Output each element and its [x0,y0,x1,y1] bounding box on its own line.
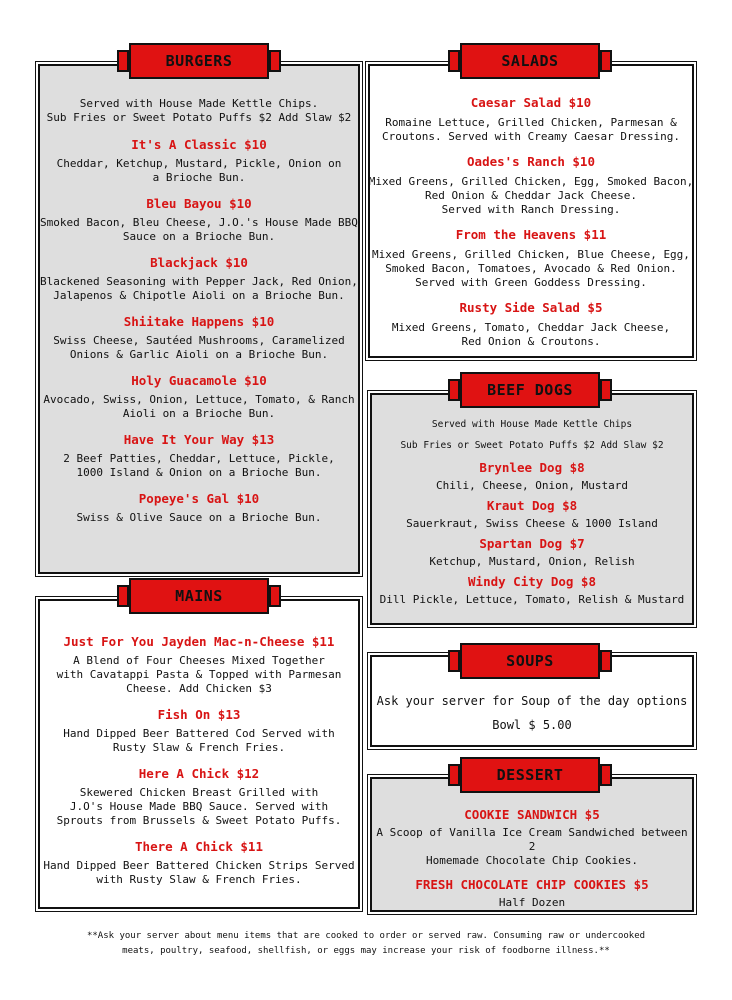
item-description: Ketchup, Mustard, Onion, Relish [429,555,635,568]
item-name: Kraut Dog $8 [486,498,578,513]
dessert-content [370,807,694,919]
item-description: Smoked Bacon, Bleu Cheese, J.O.'s House Made BBQ Sauce on a Brioche Bun. [40,216,358,243]
item-name: From the Heavens $11 [455,227,607,242]
item-name: Oades's Ranch $10 [467,154,595,169]
item-name: Have It Your Way $13 [123,432,275,447]
item-name: FRESH CHOCOLATE CHIP COOKIES $5 [415,877,649,892]
item-name: There A Chick $11 [135,839,263,854]
item-name: COOKIE SANDWICH $5 [464,807,600,822]
mains-content [38,634,360,898]
item-description: Mixed Greens, Grilled Chicken, Egg, Smoked Bacon, Red Onion & Cheddar Jack Cheese. Served with Ranch Dressing. [368,175,694,216]
menu-item [370,807,694,868]
item-name: Just For You Jayden Mac-n-Cheese $11 [63,634,335,649]
item-description: Sauerkraut, Swiss Cheese & 1000 Island [406,517,658,530]
salads-banner [460,43,600,79]
item-name: Spartan Dog $7 [479,536,585,551]
item-description: Dill Pickle, Lettuce, Tomato, Relish & Mustard [379,593,685,606]
salads-title: SALADS [501,52,559,70]
menu-item [38,196,360,244]
food-safety-disclaimer: **Ask your server about menu items that are cooked to order or served raw. Consuming raw or undercooked meats, poultry, seafood, shellfish, or eggs may increase your risk of foodborne illness.** [86,931,646,956]
item-description: Avocado, Swiss, Onion, Lettuce, Tomato, & Ranch Aioli on a Brioche Bun. [43,393,355,420]
item-name: Brynlee Dog $8 [479,460,585,475]
item-description: Hand Dipped Beer Battered Chicken Strips Served with Rusty Slaw & French Fries. [43,859,355,886]
item-name: Caesar Salad $10 [470,95,592,110]
item-name: Here A Chick $12 [138,766,260,781]
menu-item [368,227,694,290]
menu-item [370,498,694,531]
item-name: Holy Guacamole $10 [131,373,267,388]
salads-content [368,95,694,359]
item-name: Blackjack $10 [150,255,248,270]
burgers-content [38,97,360,536]
menu-item [38,373,360,421]
menu-item [38,634,360,696]
soups-content [370,694,694,742]
menu-item [38,766,360,828]
menu-item [38,255,360,303]
item-name: It's A Classic $10 [131,137,267,152]
soup-of-day-text: Ask your server for Soup of the day options [376,694,688,708]
beef-dogs-content [370,414,694,612]
dessert-title: DESSERT [496,766,564,784]
beef-dogs-intro: Served with House Made Kettle Chips Sub Fries or Sweet Potato Puffs $2 Add Slaw $2 [400,419,664,451]
item-description: Romaine Lettuce, Grilled Chicken, Parmesan & Croutons. Served with Creamy Caesar Dressing. [381,116,680,143]
menu-item [368,95,694,144]
item-name: Fish On $13 [157,707,241,722]
item-description: Skewered Chicken Breast Grilled with J.O's House Made BBQ Sauce. Served with Sprouts from Brussels & Sweet Potato Puffs. [56,786,342,827]
item-description: Hand Dipped Beer Battered Cod Served with Rusty Slaw & French Fries. [63,727,335,754]
menu-item [38,432,360,480]
item-description: 2 Beef Patties, Cheddar, Lettuce, Pickle, 1000 Island & Onion on a Brioche Bun. [63,452,335,479]
item-name: Shiitake Happens $10 [123,314,275,329]
menu-item [38,137,360,185]
mains-title: MAINS [175,587,223,605]
item-description: A Scoop of Vanilla Ice Cream Sandwiched between 2 Homemade Chocolate Chip Cookies. [376,826,688,867]
beef-dogs-banner [460,372,600,408]
menu-item [38,839,360,887]
item-name: Windy City Dog $8 [468,574,596,589]
item-description: Chili, Cheese, Onion, Mustard [435,479,629,492]
menu-item [38,314,360,362]
menu-item [370,536,694,569]
soup-bowl-price: Bowl $ 5.00 [492,718,572,732]
menu-item [38,707,360,755]
mains-banner [129,578,269,614]
soups-banner [460,643,600,679]
menu-item [370,460,694,493]
item-description: Swiss Cheese, Sautéed Mushrooms, Caramelized Onions & Garlic Aioli on a Brioche Bun. [53,334,345,361]
soups-title: SOUPS [506,652,554,670]
menu-item [368,300,694,349]
dessert-banner [460,757,600,793]
item-name: Bleu Bayou $10 [146,196,252,211]
burgers-intro: Served with House Made Kettle Chips. Sub Fries or Sweet Potato Puffs $2 Add Slaw $2 [46,97,352,124]
item-description: Mixed Greens, Grilled Chicken, Blue Cheese, Egg, Smoked Bacon, Tomatoes, Avocado & Red Onion. Served with Green Goddess Dressing. [372,248,690,289]
menu-item [368,154,694,217]
item-description: Blackened Seasoning with Pepper Jack, Red Onion, Jalapenos & Chipotle Aioli on a Brioche Bun. [40,275,358,302]
burgers-title: BURGERS [165,52,233,70]
item-description: Mixed Greens, Tomato, Cheddar Jack Cheese, Red Onion & Croutons. [391,321,671,348]
menu-item [370,877,694,910]
item-description: A Blend of Four Cheeses Mixed Together with Cavatappi Pasta & Topped with Parmesan Cheese. Add Chicken $3 [56,654,342,695]
beef-dogs-title: BEEF DOGS [487,381,573,399]
item-description: Swiss & Olive Sauce on a Brioche Bun. [76,511,322,524]
item-name: Popeye's Gal $10 [138,491,260,506]
menu-item [370,574,694,607]
burgers-banner [129,43,269,79]
item-name: Rusty Side Salad $5 [459,300,603,315]
item-description: Cheddar, Ketchup, Mustard, Pickle, Onion on a Brioche Bun. [56,157,342,184]
item-description: Half Dozen [498,896,566,909]
menu-item [38,491,360,525]
